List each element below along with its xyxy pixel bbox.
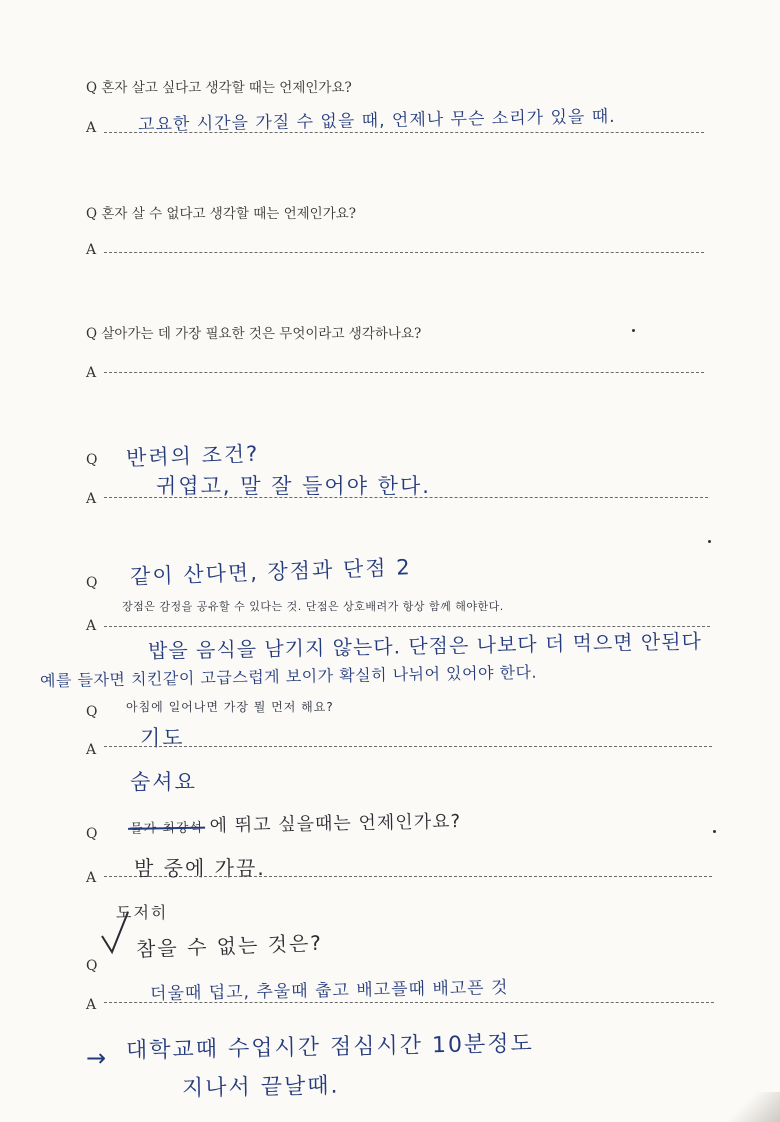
answer-5-line-3: 예를 들자면 치킨같이 고급스럽게 보이가 확실히 나뉘어 있어야 한다. bbox=[39, 662, 538, 691]
question-5: 같이 산다면, 장점과 단점 2 bbox=[129, 555, 412, 589]
answer-label-2: A bbox=[86, 242, 97, 258]
answer-1: 고요한 시간을 가질 수 없을 때, 언제나 무슨 소리가 있을 때. bbox=[137, 106, 616, 136]
page-corner-shadow bbox=[720, 1092, 780, 1122]
note-line-1: 대학교때 수업시간 점심시간 10분정도 bbox=[125, 1031, 534, 1064]
ink-dot bbox=[713, 830, 716, 833]
question-7 bbox=[130, 807, 461, 839]
question-2: Q 혼자 살 수 없다고 생각할 때는 언제인가요? bbox=[86, 206, 357, 222]
answer-label-4: A bbox=[86, 491, 97, 507]
struck-out-text: 물가 최강석 bbox=[130, 817, 203, 837]
answer-7-extra: 숨셔요 bbox=[130, 770, 197, 794]
ink-dot bbox=[708, 540, 711, 543]
question-3: Q 살아가는 데 가장 필요한 것은 무엇이라고 생각하나요? bbox=[86, 326, 422, 342]
answer-4: 귀엽고, 말 잘 들어야 한다. bbox=[156, 474, 431, 498]
note-arrow: → bbox=[86, 1044, 109, 1072]
answer-line-3 bbox=[104, 372, 704, 373]
question-4: 반려의 조건? bbox=[125, 441, 260, 471]
answer-line-6 bbox=[104, 746, 712, 747]
note-line-2: 지나서 끝날때. bbox=[181, 1073, 340, 1102]
question-label-6: Q bbox=[86, 704, 98, 720]
answer-label-6: A bbox=[86, 742, 97, 758]
answer-label-3: A bbox=[86, 365, 97, 381]
answer-5-line-1: 장점은 감정을 공유할 수 있다는 것. 단점은 상호배려가 항상 함께 해야한다. bbox=[122, 600, 504, 613]
answer-8: 더울때 덥고, 추울때 춥고 배고플때 배고픈 것 bbox=[149, 977, 509, 1005]
answer-6: 기도 bbox=[140, 726, 185, 750]
question-1: Q 혼자 살고 싶다고 생각할 때는 언제인가요? bbox=[86, 80, 352, 96]
question-7-text: 에 뛰고 싶을때는 언제인가요? bbox=[209, 811, 462, 837]
answer-label-1: A bbox=[86, 120, 97, 136]
question-label-7: Q bbox=[86, 826, 98, 842]
answer-5-line-2: 밥을 음식을 남기지 않는다. 단점은 나보다 더 먹으면 안된다 bbox=[147, 629, 703, 663]
question-label-5: Q bbox=[86, 575, 98, 591]
question-8-prefix: 도저히 bbox=[116, 903, 169, 922]
question-label-8: Q bbox=[86, 958, 98, 974]
answer-label-5: A bbox=[86, 618, 97, 634]
ink-dot bbox=[632, 329, 635, 332]
answer-label-8: A bbox=[86, 997, 97, 1013]
answer-7: 밤 중에 가끔. bbox=[134, 856, 266, 880]
question-6: 아침에 일어나면 가장 뭘 먼저 해요? bbox=[126, 700, 334, 714]
question-label-4: Q bbox=[86, 452, 98, 468]
answer-line-2 bbox=[104, 252, 704, 253]
question-8: 참을 수 없는 것은? bbox=[135, 930, 324, 962]
answer-label-7: A bbox=[86, 870, 97, 886]
